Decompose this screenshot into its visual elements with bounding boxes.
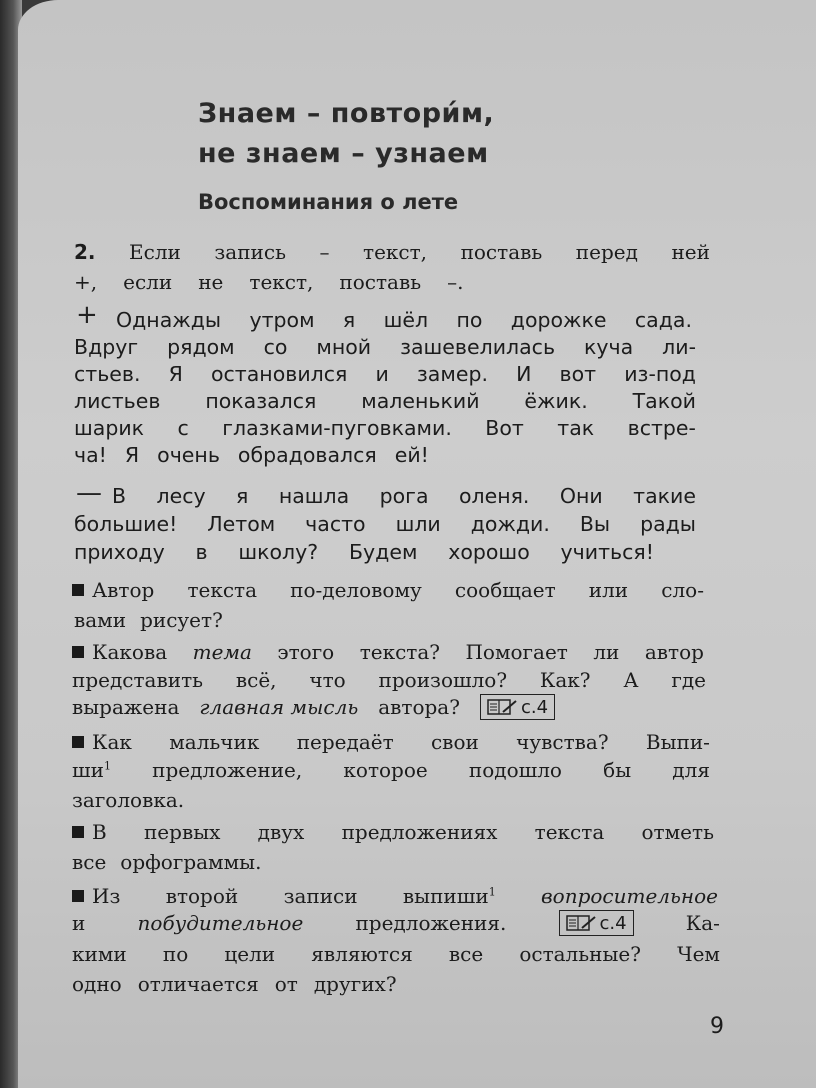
question3-line1: Как мальчик передаёт свои чувства? Выпи- xyxy=(72,730,710,754)
text1-line2: Вдруг рядом со мной зашевелилась куча ли- xyxy=(74,335,696,359)
bullet-square-icon xyxy=(72,584,84,596)
page-number: 9 xyxy=(710,1014,724,1039)
question5-line1: Из второй записи выпиши$^1$ вопросительное xyxy=(72,884,718,908)
question1-line2: вами рисует? xyxy=(74,608,223,632)
reference-box: с.4 xyxy=(559,910,634,936)
task-instruction-line1: 2. Если запись – текст, поставь перед ней xyxy=(74,240,710,264)
term-main-idea: главная мысль xyxy=(199,695,359,719)
question4-line2: все орфограммы. xyxy=(72,850,262,874)
question3-line3: заголовка. xyxy=(72,788,185,812)
page-title-line1: Знаем – повтори́м, xyxy=(198,98,495,129)
book-pencil-icon xyxy=(487,698,517,716)
text1-line5: шарик с глазками-пуговками. Вот так встре- xyxy=(74,416,696,440)
question2-line1: Какова тема этого текста? Помогает ли автор xyxy=(72,640,704,664)
question1-line1: Автор текста по-деловому сообщает или сло- xyxy=(72,578,704,602)
question3-line2: $ши^1$ предложение, которое подошло бы для xyxy=(72,758,710,782)
text2-line2: большие! Летом часто шли дожди. Вы рады xyxy=(74,512,696,536)
lesson-subtitle: Воспоминания о лете xyxy=(198,190,459,214)
term-interrogative: вопросительное xyxy=(541,884,718,908)
question5-line3: кими по цели являются все остальные? Чем xyxy=(72,942,720,966)
text2-line1: В лесу я нашла рога оленя. Они такие xyxy=(112,484,696,508)
term-tema: тема xyxy=(192,640,252,664)
question4-line1: В первых двух предложениях текста отметь xyxy=(72,820,714,844)
text2-line3: приходу в школу? Будем хорошо учиться! xyxy=(74,540,654,564)
text1-line6: ча! Я очень обрадовался ей! xyxy=(74,443,429,467)
answer-mark-minus: — xyxy=(76,478,102,508)
text1-line3: стьев. Я остановился и замер. И вот из-под xyxy=(74,362,696,386)
bullet-square-icon xyxy=(72,826,84,838)
text1-line4: листьев показался маленький ёжик. Такой xyxy=(74,389,696,413)
page-title-line2: не знаем – узнаем xyxy=(198,138,489,169)
book-pencil-icon xyxy=(566,914,596,932)
question2-line3: выражена главная мысль автора? с.4 xyxy=(72,694,555,720)
text1-line1: Однажды утром я шёл по дорожке сада. xyxy=(116,308,692,332)
reference-box: с.4 xyxy=(480,694,555,720)
answer-mark-plus: + xyxy=(76,300,98,330)
term-imperative: побудительное xyxy=(137,911,304,935)
question5-line2: и побудительное предложения. с.4 Ка- xyxy=(72,911,720,935)
task-number: 2. xyxy=(74,240,96,264)
bullet-square-icon xyxy=(72,890,84,902)
bullet-square-icon xyxy=(72,646,84,658)
question5-line4: одно отличается от других? xyxy=(72,972,397,996)
task-instruction-line2: +, если не текст, поставь –. xyxy=(74,270,464,294)
bullet-square-icon xyxy=(72,736,84,748)
question2-line2: представить всё, что произошло? Как? А где xyxy=(72,668,706,692)
